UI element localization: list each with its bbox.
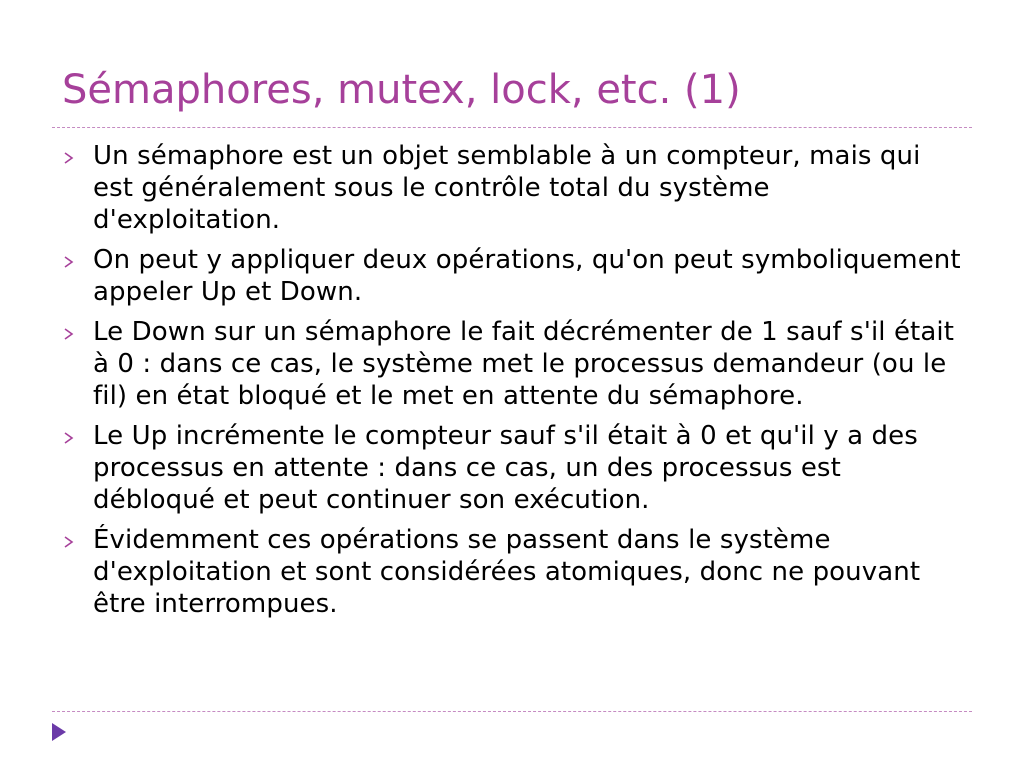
triangle-right-icon [52, 723, 66, 741]
chevron-right-icon [63, 527, 77, 541]
slide-title: Sémaphores, mutex, lock, etc. (1) [62, 67, 741, 113]
bullet-text: Le Up incrémente le compteur sauf s'il était à 0 et qu'il y a des processus en attente : dans ce cas, un des processus est débloqué et peut continuer son exécution. [93, 421, 918, 515]
bullet-text: Le Down sur un sémaphore le fait décrémenter de 1 sauf s'il était à 0 : dans ce cas, le système met le processus demandeur (ou le fil) en état bloqué et le met en attente du sémaphore. [93, 317, 954, 411]
bullet-text: Évidemment ces opérations se passent dans le système d'exploitation et sont considérées atomiques, donc ne pouvant être interrompues. [93, 525, 921, 619]
chevron-right-icon [63, 247, 77, 261]
bullet-item [62, 140, 962, 236]
chevron-right-icon [63, 319, 77, 333]
bullet-item [62, 420, 962, 516]
bullet-text: Un sémaphore est un objet semblable à un compteur, mais qui est généralement sous le contrôle total du système d'exploitation. [93, 141, 921, 235]
footer-divider [52, 711, 972, 712]
bullet-item [62, 244, 962, 308]
bullet-item [62, 316, 962, 412]
chevron-right-icon [63, 143, 77, 157]
title-divider [52, 127, 972, 128]
chevron-right-icon [63, 423, 77, 437]
bullet-item [62, 524, 962, 620]
bullet-text: On peut y appliquer deux opérations, qu'on peut symboliquement appeler Up et Down. [93, 245, 961, 307]
bullet-list [62, 140, 962, 628]
